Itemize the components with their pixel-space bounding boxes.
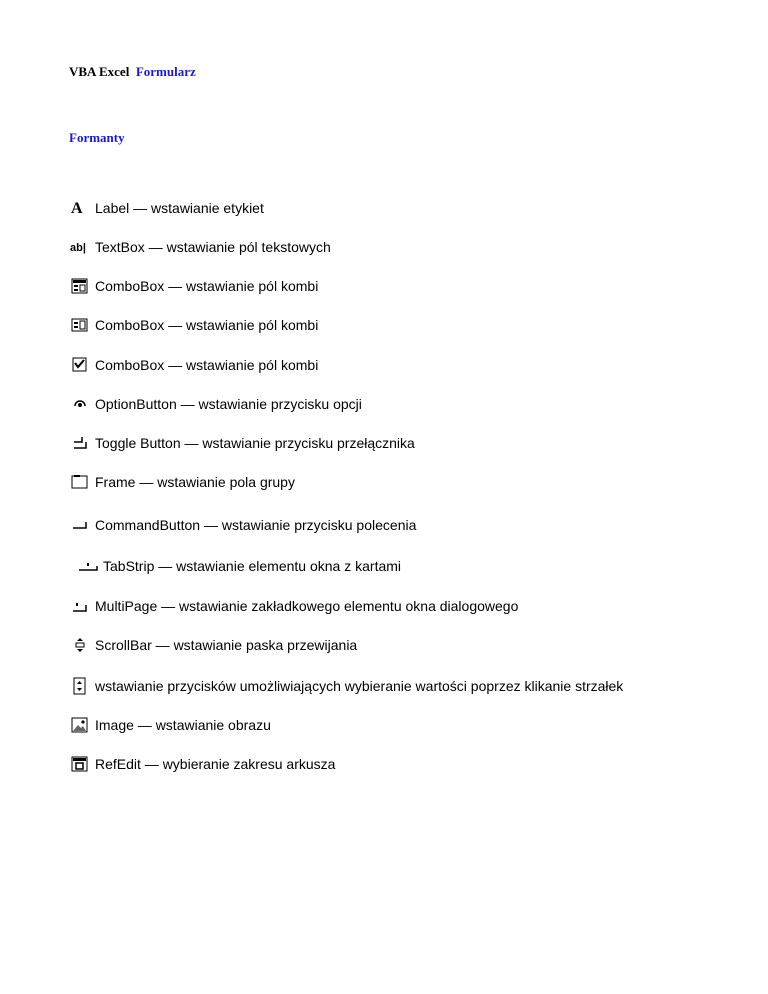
control-item-label [70, 198, 264, 218]
svg-text:A: A [71, 200, 83, 217]
command-button-icon [70, 516, 90, 534]
control-label: TextBox — wstawianie pól tekstowych [95, 239, 331, 255]
control-label: Toggle Button — wstawianie przycisku przełącznika [95, 435, 415, 451]
textbox-icon [70, 238, 90, 256]
control-item-scrollbar [70, 635, 357, 655]
control-label: Label — wstawianie etykiet [95, 200, 264, 216]
control-item-tabstrip [78, 556, 401, 576]
control-item-combobox [70, 276, 318, 296]
control-item-frame [70, 472, 295, 492]
control-label: ComboBox — wstawianie pól kombi [95, 357, 319, 373]
svg-text:ab|: ab| [70, 242, 86, 254]
toggle-button-icon [70, 434, 90, 452]
control-label: TabStrip — wstawianie elementu okna z kartami [103, 558, 402, 574]
scrollbar-icon [70, 636, 90, 654]
control-label: RefEdit — wybieranie zakresu arkusza [95, 756, 336, 772]
control-item-option-button [70, 394, 362, 414]
control-label: CommandButton — wstawianie przycisku polecenia [95, 517, 417, 533]
frame-icon [70, 473, 90, 491]
control-label: ComboBox — wstawianie pól kombi [95, 278, 319, 294]
control-item-checkbox [70, 355, 318, 375]
spin-button-icon [70, 677, 90, 695]
control-label: ComboBox — wstawianie pól kombi [95, 317, 319, 333]
section-heading: Formanty [69, 130, 125, 145]
control-label: wstawianie przycisków umożliwiających wybieranie wartości poprzez klikanie strzałek [95, 678, 624, 694]
tabstrip-icon [78, 557, 98, 575]
control-label: Image — wstawianie obrazu [95, 717, 271, 733]
page-title [69, 64, 196, 80]
listbox-icon [70, 316, 90, 334]
control-item-image [70, 715, 271, 735]
checkbox-icon [70, 356, 90, 374]
option-button-icon [70, 395, 90, 413]
image-icon [70, 716, 90, 734]
control-label: OptionButton — wstawianie przycisku opcji [95, 396, 362, 412]
control-item-listbox [70, 315, 318, 335]
control-label: ScrollBar — wstawianie paska przewijania [95, 637, 358, 653]
refedit-icon [70, 755, 90, 773]
title-prefix: VBA Excel [69, 64, 130, 79]
control-label: Frame — wstawianie pola grupy [95, 474, 295, 490]
control-item-spin-button [70, 676, 623, 696]
combobox-icon [70, 277, 90, 295]
control-item-refedit [70, 754, 335, 774]
title-highlight: Formularz [135, 64, 196, 79]
control-item-multipage [70, 596, 518, 616]
control-item-toggle-button [70, 433, 415, 453]
label-icon [70, 199, 90, 217]
multipage-icon [70, 597, 90, 615]
control-item-command-button [70, 515, 416, 535]
control-label: MultiPage — wstawianie zakładkowego elementu okna dialogowego [95, 598, 519, 614]
control-item-textbox [70, 237, 331, 257]
